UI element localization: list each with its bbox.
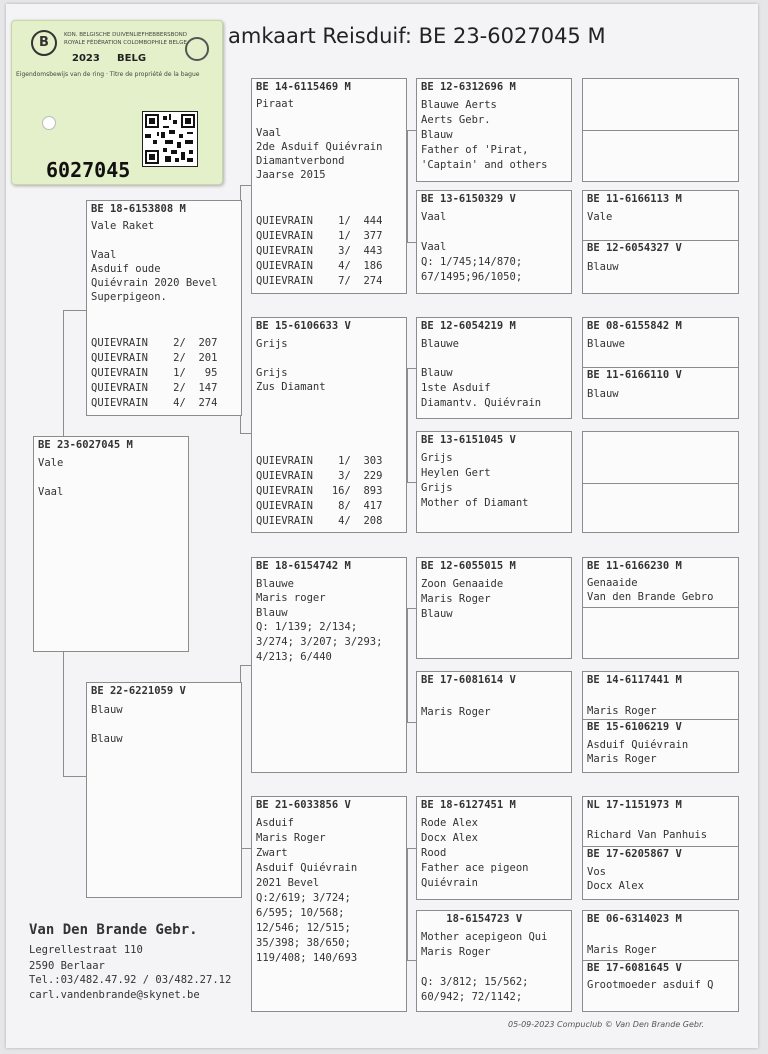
crest-icon [185, 37, 209, 61]
race-result: QUIEVRAIN 7/ 274 [256, 275, 383, 287]
org-line-2: ROYALE FÉDÉRATION COLOMBOPHILE BELGE [64, 40, 187, 46]
pigeon-card-empty [582, 78, 739, 182]
pigeon-note: Asduif Quiévrain [256, 862, 358, 874]
pigeon-breeder: Docx Alex [587, 880, 644, 892]
connector [63, 776, 87, 777]
race-result: QUIEVRAIN 2/ 207 [91, 337, 218, 349]
pigeon-name: Blauwe [256, 578, 294, 590]
ring-number: BE 06-6314023 M [587, 913, 682, 925]
connector [407, 848, 408, 960]
ring-number: BE 21-6033856 V [256, 799, 351, 811]
page-title: amkaart Reisduif: BE 23-6027045 M [228, 24, 606, 48]
pigeon-color: Blauw [91, 733, 123, 745]
pigeon-note: 119/408; 140/693 [256, 952, 358, 964]
race-result: QUIEVRAIN 4/ 274 [91, 397, 218, 409]
ring-number: BE 23-6027045 M [38, 439, 133, 451]
pigeon-note: Q:2/619; 3/724; [256, 892, 351, 904]
pigeon-card-pair [582, 910, 739, 1012]
pigeon-note: Q: 1/745;14/870; [421, 256, 523, 268]
pigeon-note: Diamantverbond [256, 155, 345, 167]
pigeon-color: Vaal [91, 249, 117, 261]
pigeon-color: Blauw [256, 607, 288, 619]
breeder-phone: Tel.:03/482.47.92 / 03/482.27.12 [29, 974, 232, 986]
pigeon-card-pair [582, 796, 739, 900]
ring-number: BE 12-6054327 V [587, 242, 682, 254]
pigeon-breeder: Maris roger [256, 592, 326, 604]
ring-number: NL 17-1151973 M [587, 799, 682, 811]
pigeon-note: Quiévrain [421, 877, 478, 889]
connector [407, 960, 416, 961]
pigeon-note: 35/398; 38/650; [256, 937, 351, 949]
pigeon-name: Vale [38, 457, 64, 469]
breeder-street: Legrellestraat 110 [29, 944, 143, 956]
ring-number: BE 15-6106633 V [256, 320, 351, 332]
pigeon-note: 2de Asduif Quiévrain [256, 141, 383, 153]
pigeon-card-dsd [416, 671, 572, 773]
pigeon-color: Blauw [421, 129, 453, 141]
pigeon-color: Vaal [38, 486, 64, 498]
pigeon-note: 6/595; 10/568; [256, 907, 345, 919]
pigeon-note: Diamantv. Quiévrain [421, 397, 542, 409]
pigeon-name: Grijs [421, 452, 453, 464]
pigeon-note: 67/1495;96/1050; [421, 271, 523, 283]
ring-number: BE 22-6221059 V [91, 685, 186, 697]
pigeon-breeder: Maris Roger [421, 706, 491, 718]
breeder-name: Van Den Brande Gebr. [29, 922, 198, 938]
pigeon-note: Zus Diamant [256, 381, 326, 393]
race-result: QUIEVRAIN 16/ 893 [256, 485, 383, 497]
qr-code-icon [142, 111, 198, 167]
pigeon-name: Blauw [91, 704, 123, 716]
ring-number: BE 12-6055015 M [421, 560, 516, 572]
pigeon-breeder: Maris Roger [587, 944, 657, 956]
race-result: QUIEVRAIN 8/ 417 [256, 500, 383, 512]
pigeon-name: Asduif Quiévrain [587, 739, 689, 751]
ring-number: BE 18-6154742 M [256, 560, 351, 572]
pigeon-breeder: Maris Roger [256, 832, 326, 844]
connector [407, 608, 416, 609]
pigeon-card-sire [86, 200, 242, 416]
divider [583, 607, 738, 608]
pigeon-note: 2021 Bevel [256, 877, 320, 889]
ring-number: BE 11-6166110 V [587, 369, 682, 381]
pigeon-color: Blauw [587, 261, 619, 273]
race-result: QUIEVRAIN 2/ 201 [91, 352, 218, 364]
pigeon-name: Blauwe [587, 338, 625, 350]
ring-number: BE 12-6054219 M [421, 320, 516, 332]
race-result: QUIEVRAIN 3/ 229 [256, 470, 383, 482]
race-result: QUIEVRAIN 1/ 444 [256, 215, 383, 227]
pigeon-color: Vos [587, 866, 606, 878]
pigeon-card-sire-sire [251, 78, 407, 294]
connector [63, 310, 64, 438]
ring-year: 2023 [72, 53, 100, 64]
pigeon-note: Quiévrain 2020 Bevel [91, 277, 218, 289]
pigeon-note: Superpigeon. [91, 291, 167, 303]
race-result: QUIEVRAIN 3/ 443 [256, 245, 383, 257]
ring-certificate-card [11, 20, 223, 185]
pigeon-note: 4/213; 6/440 [256, 651, 332, 663]
ring-number: BE 11-6166230 M [587, 560, 682, 572]
connector [63, 652, 64, 776]
connector [407, 368, 408, 482]
pigeon-breeder: Aerts Gebr. [421, 114, 491, 126]
pigeon-note: 3/274; 3/207; 3/293; [256, 636, 383, 648]
pigeon-card-ddd [416, 910, 572, 1012]
ring-number: BE 12-6312696 M [421, 81, 516, 93]
connector [240, 433, 251, 434]
connector [407, 722, 416, 723]
pigeon-color: Rood [421, 847, 447, 859]
pigeon-name: Grijs [256, 338, 288, 350]
pigeon-note: Father of 'Pirat, [421, 144, 529, 156]
race-result: QUIEVRAIN 4/ 186 [256, 260, 383, 272]
pigeon-name: Blauwe Aerts [421, 99, 497, 111]
pigeon-note: Q: 1/139; 2/134; [256, 621, 358, 633]
pigeon-card-dds [416, 796, 572, 900]
connector [240, 185, 251, 186]
pigeon-color: Vaal [421, 241, 447, 253]
ring-number: BE 13-6150329 V [421, 193, 516, 205]
pigeon-breeder: Maris Roger [421, 946, 491, 958]
ring-number: BE 14-6115469 M [256, 81, 351, 93]
pigeon-note: Father ace pigeon [421, 862, 529, 874]
pigeon-name: Rode Alex [421, 817, 478, 829]
connector [407, 130, 408, 242]
divider [583, 483, 738, 484]
connector [407, 848, 416, 849]
pigeon-color: Zwart [256, 847, 288, 859]
pigeon-name: Vaal [421, 211, 447, 223]
race-result: QUIEVRAIN 1/ 303 [256, 455, 383, 467]
ring-number: BE 11-6166113 M [587, 193, 682, 205]
connector [407, 368, 416, 369]
pigeon-breeder: Richard Van Panhuis [587, 829, 708, 841]
punch-hole [42, 116, 56, 130]
pigeon-card-dam-sire [251, 557, 407, 773]
connector [407, 130, 416, 131]
connector [240, 665, 251, 666]
pigeon-note: Q: 3/812; 15/562; [421, 976, 529, 988]
pigeon-breeder: Maris Roger [421, 593, 491, 605]
pigeon-color: Blauw [421, 367, 453, 379]
ring-number: BE 08-6155842 M [587, 320, 682, 332]
footer-credit: 05-09-2023 Compuclub © Van Den Brande Gebr. [508, 1020, 705, 1029]
race-result: QUIEVRAIN 4/ 208 [256, 515, 383, 527]
pigeon-name: Vale [587, 211, 613, 223]
pigeon-color: Grijs [256, 367, 288, 379]
pigeon-color: Vaal [256, 127, 282, 139]
ring-number: BE 14-6117441 M [587, 674, 682, 686]
org-line-1: KON. BELGISCHE DUIVENLIEFHEBBERSBOND [64, 32, 187, 38]
pigeon-card-pair [582, 557, 739, 659]
race-result: QUIEVRAIN 1/ 377 [256, 230, 383, 242]
pigeon-name: Zoon Genaaide [421, 578, 504, 590]
ring-number: 6027045 [46, 158, 131, 182]
pigeon-color: Blauw [587, 388, 619, 400]
pigeon-card-ssd [416, 190, 572, 294]
pigeon-note: 1ste Asduif [421, 382, 491, 394]
pigeon-card-dam-dam [251, 796, 407, 1012]
ring-number: BE 15-6106219 V [587, 721, 682, 733]
connector [63, 310, 87, 311]
pigeon-name: Genaaide [587, 577, 638, 589]
divider [583, 130, 738, 131]
ring-number: BE 17-6081645 V [587, 962, 682, 974]
ring-number: BE 17-6205867 V [587, 848, 682, 860]
pigeon-card-pair [582, 190, 739, 294]
pigeon-color: Grijs [421, 482, 453, 494]
pigeon-note: 'Captain' and others [421, 159, 548, 171]
pigeon-breeder: Maris Roger [587, 705, 657, 717]
pigeon-name: Piraat [256, 98, 294, 110]
pigeon-card-empty [582, 431, 739, 533]
pigeon-card-dss [416, 557, 572, 659]
pigeon-breeder: Heylen Gert [421, 467, 491, 479]
pigeon-card-sdd [416, 431, 572, 533]
ring-number: BE 18-6153808 M [91, 203, 186, 215]
pigeon-note: 12/546; 12/515; [256, 922, 351, 934]
pigeon-name: Grootmoeder asduif Q [587, 979, 714, 991]
connector [407, 482, 416, 483]
pigeon-note: Jaarse 2015 [256, 169, 326, 181]
ownership-line: Eigendomsbewijs van de ring · Titre de propriété de la bague [16, 71, 200, 78]
pigeon-name: Asduif [256, 817, 294, 829]
connector [407, 242, 416, 243]
pigeon-breeder: Van den Brande Gebro [587, 591, 714, 603]
ring-number: 18-6154723 V [421, 913, 523, 925]
ring-number: BE 18-6127451 M [421, 799, 516, 811]
race-result: QUIEVRAIN 2/ 147 [91, 382, 218, 394]
pigeon-card-dam [86, 682, 242, 898]
breeder-city: 2590 Berlaar [29, 960, 105, 972]
pigeon-note: Mother of Diamant [421, 497, 529, 509]
pigeon-card-sds [416, 317, 572, 419]
pigeon-color: Blauw [421, 608, 453, 620]
pigeon-breeder: Docx Alex [421, 832, 478, 844]
pigeon-name: Blauwe [421, 338, 459, 350]
pigeon-breeder: Maris Roger [587, 753, 657, 765]
pigeon-card-pair [582, 671, 739, 773]
pigeon-note: 60/942; 72/1142; [421, 991, 523, 1003]
pigeon-card-subject [33, 436, 189, 652]
pigeon-card-sire-dam [251, 317, 407, 533]
pigeon-note: Asduif oude [91, 263, 161, 275]
race-result: QUIEVRAIN 1/ 95 [91, 367, 218, 379]
pigeon-card-sss [416, 78, 572, 182]
breeder-email[interactable]: carl.vandenbrande@skynet.be [29, 989, 200, 1001]
federation-logo-icon: B [31, 30, 57, 56]
ring-number: BE 17-6081614 V [421, 674, 516, 686]
pigeon-name: Mother acepigeon Qui [421, 931, 548, 943]
ring-country: BELG [117, 53, 147, 64]
pigeon-card-pair [582, 317, 739, 419]
connector [407, 608, 408, 722]
ring-number: BE 13-6151045 V [421, 434, 516, 446]
pigeon-name: Vale Raket [91, 220, 155, 232]
